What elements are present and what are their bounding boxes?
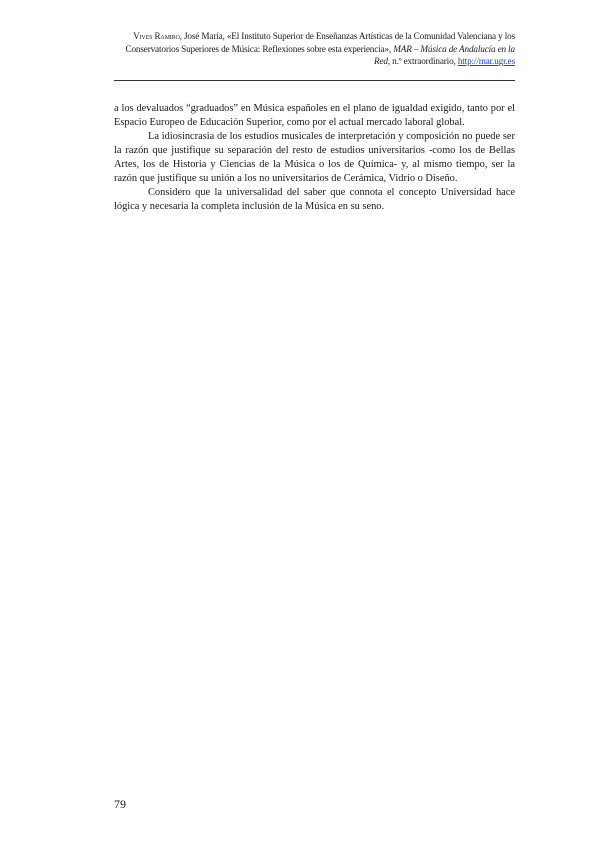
running-header (114, 30, 515, 68)
paragraph: La idiosincrasia de los estudios musicales de interpretación y composición no puede ser la razón que justifique su separación del resto de estudios universitarios -como los de Bellas Artes, los de Historia y Ciencias de la Música o los de Química- y, al mismo tiempo, ser la razón que justifique su unión a los no universitarios de Cerámica, Vidrio o Diseño. (114, 131, 515, 184)
header-link[interactable]: http://mar.ugr.es (457, 56, 515, 67)
paragraph: Considero que la universalidad del saber que connota el concepto Universidad hace lógica y necesaria la completa inclusión de la Música en su seno. (114, 187, 515, 212)
header-author-surname: Vives Ramiro (133, 31, 180, 41)
header-citation: , José María, «El Instituto Superior de Enseñanzas Artísticas de la Comunidad Valenciana y los Conservatorios Superiores de Música: Reflexiones sobre esta experiencia», (125, 31, 515, 54)
header-divider (114, 80, 515, 81)
header-journal: MAR – Música de Andalucía en la Red (374, 43, 515, 67)
paragraph: a los devaluados “graduados” en Música españoles en el plano de igualdad exigido, tanto por el Espacio Europeo de Educación Superior, como por el actual mercado laboral global. (114, 103, 515, 128)
page-number: 79 (114, 797, 126, 811)
body-text (114, 102, 515, 214)
header-issue: , n.º extraordinario, (387, 56, 458, 67)
